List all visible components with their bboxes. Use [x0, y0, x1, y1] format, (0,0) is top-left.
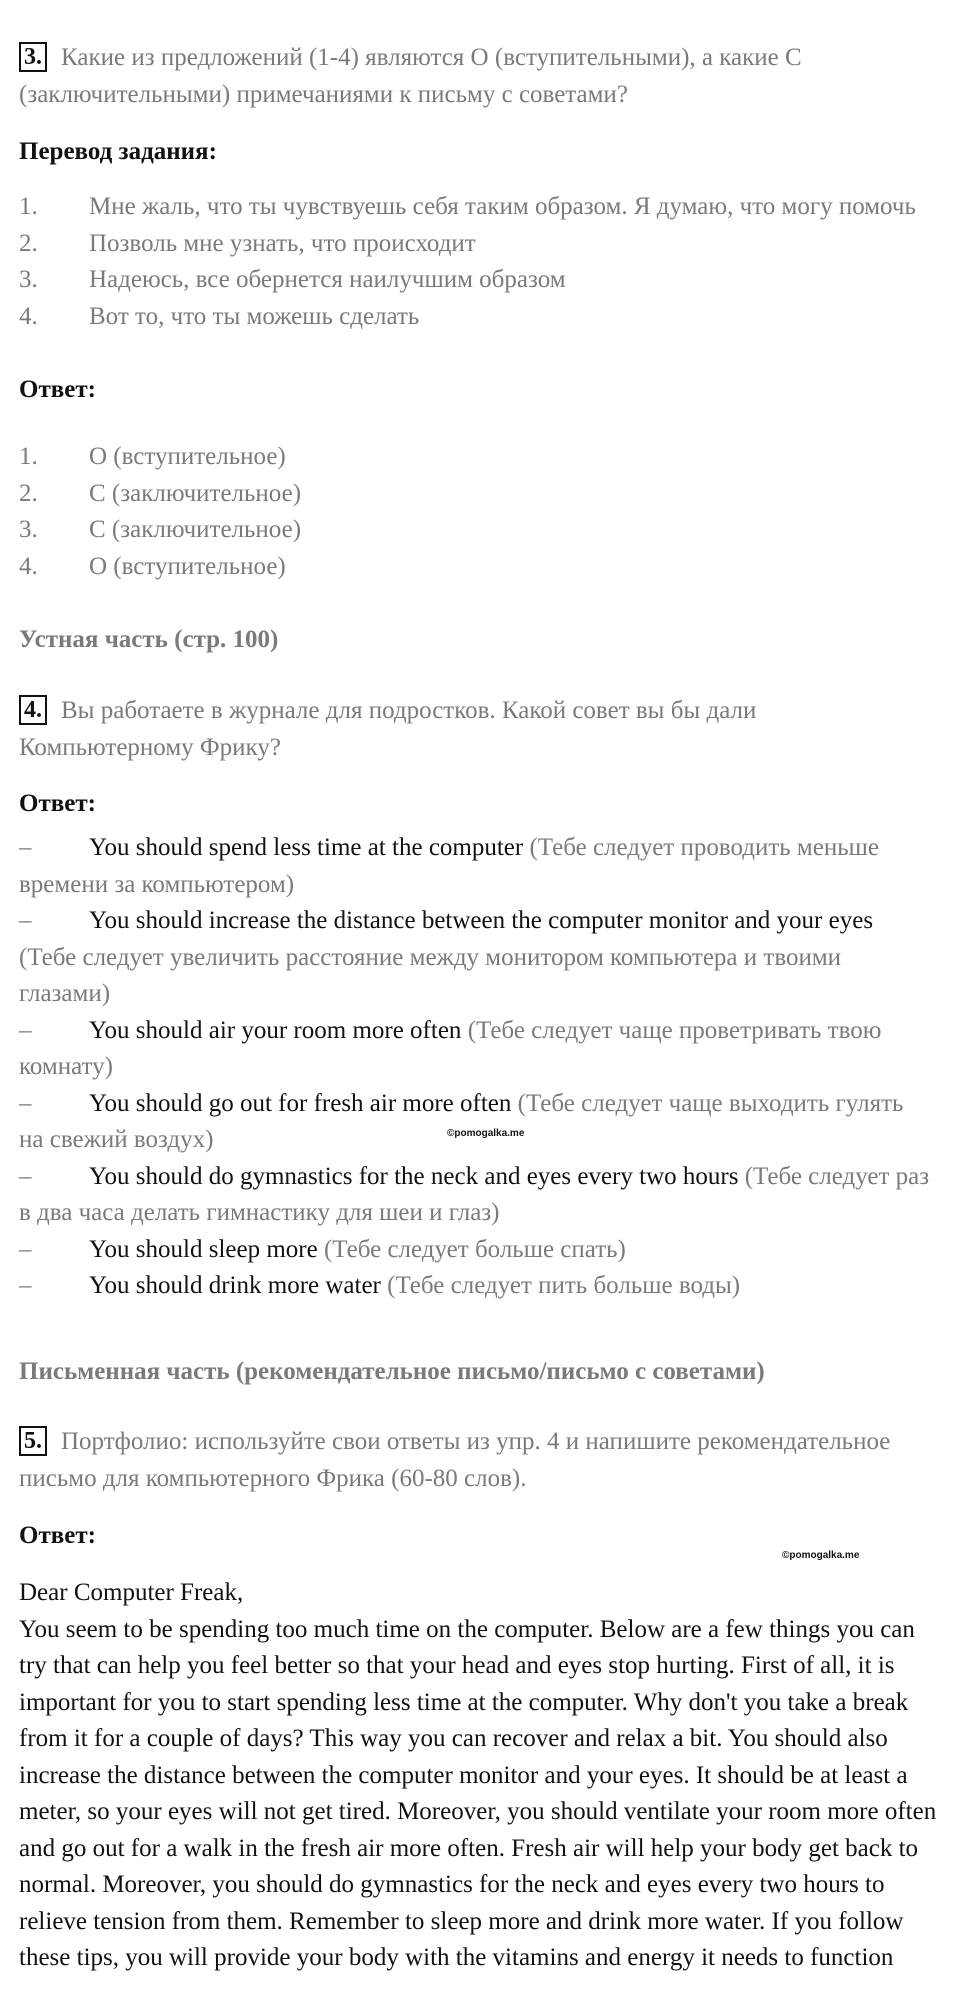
task3-answer-list: [19, 439, 929, 585]
watermark: ©pomogalka.me: [447, 1128, 525, 1139]
translation-item: 2. Позволь мне узнать, что происходит: [19, 229, 476, 257]
advice-item: – You should increase the distance between the computer monitor and your eyes (Тебе следует увеличить расстояние между монитором компьютера и твоими глазами): [19, 907, 874, 1007]
advice-letter: [19, 1575, 939, 1977]
answer-item: 2. C (заключительное): [19, 479, 302, 507]
task4-number-box: 4.: [19, 695, 47, 725]
task3-text: Какие из предложений (1-4) являются O (вступительными), а какие C (заключительными) примечаниями к письму с советами?: [19, 44, 802, 108]
advice-item: – You should sleep more (Тебе следует больше спать): [19, 1235, 626, 1263]
task4-prompt: [19, 693, 929, 766]
advice-item: – You should drink more water (Тебе следует пить больше воды): [19, 1272, 741, 1299]
translation-item: 3. Надеюсь, все обернется наилучшим образом: [19, 266, 566, 293]
task5-number-box: 5.: [19, 1426, 47, 1456]
answer-item: 4. O (вступительное): [19, 552, 286, 580]
task4-answer-heading: Ответ:: [19, 790, 96, 817]
advice-list: [19, 830, 931, 1305]
advice-item: – You should spend less time at the computer (Тебе следует проводить меньше времени за компьютером): [19, 834, 879, 898]
advice-item: – You should go out for fresh air more often (Тебе следует чаще выходить гулять на свежий воздух): [19, 1089, 904, 1153]
translation-item: 4. Вот то, что ты можешь сделать: [19, 302, 420, 330]
oral-part-heading: Устная часть (стр. 100): [19, 626, 279, 653]
written-part-heading: Письменная часть (рекомендательное письмо/письмо с советами): [19, 1358, 765, 1385]
translation-item: 1. Мне жаль, что ты чувствуешь себя таким образом. Я думаю, что могу помочь: [19, 193, 916, 220]
advice-item: – You should air your room more often (Тебе следует чаще проветривать твою комнату): [19, 1016, 882, 1080]
letter-greeting: Dear Computer Freak,: [19, 1579, 244, 1606]
task5-prompt: [19, 1424, 929, 1497]
answer-item: 3. C (заключительное): [19, 516, 302, 543]
advice-item: – You should do gymnastics for the neck and eyes every two hours (Тебе следует раз в два часа делать гимнастику для шеи и глаз): [19, 1162, 930, 1226]
task5-answer-heading: Ответ:: [19, 1522, 96, 1549]
task3-answer-heading: Ответ:: [19, 376, 96, 403]
task3-prompt: [19, 40, 929, 113]
translation-list: [19, 189, 929, 335]
translation-heading: Перевод задания:: [19, 138, 217, 165]
answer-item: 1. O (вступительное): [19, 443, 286, 470]
task3-number-box: 3.: [19, 42, 47, 72]
task4-text: Вы работаете в журнале для подростков. Какой совет вы бы дали Компьютерному Фрику?: [19, 697, 757, 761]
letter-body: You seem to be spending too much time on the computer. Below are a few things you can try that can help you feel better so that your head and eyes stop hurting. First of all, it is important for you to start spending less time at the computer. Why don't you take a break from it for a couple of days? This way you can recover and relax a bit. You should also increase the distance between the computer monitor and your eyes. It should be at least a meter, so your eyes will not get tired. Moreover, you should ventilate your room more often and go out for a walk in the fresh air more often. Fresh air will help your body get back to normal. Moreover, you should do gymnastics for the neck and eyes every two hours to relieve tension from them. Remember to sleep more and drink more water. If you follow these tips, you will provide your body with the vitamins and energy it needs to function: [19, 1615, 937, 1971]
watermark: ©pomogalka.me: [782, 1550, 860, 1561]
task5-text: Портфолио: используйте свои ответы из упр. 4 и напишите рекомендательное письмо для компьютерного Фрика (60-80 слов).: [19, 1428, 891, 1492]
